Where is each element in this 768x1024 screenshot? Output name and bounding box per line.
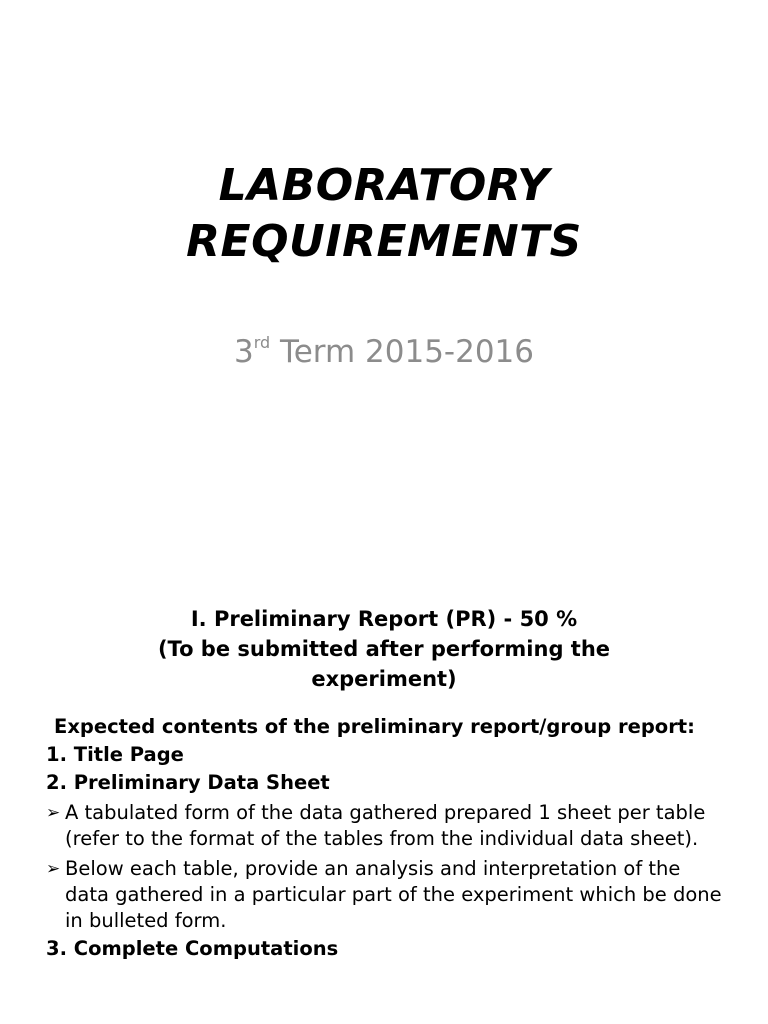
- section-heading: [0, 604, 768, 694]
- contents-intro: Expected contents of the preliminary report/group report:: [54, 715, 695, 738]
- bullet-analysis-text: Below each table, provide an analysis and interpretation of the data gathered in a particular part of the experiment which be done in bulleted form.: [65, 857, 722, 932]
- arrow-bullet-icon: ➢: [46, 803, 61, 823]
- slide-title: [0, 158, 768, 270]
- section-heading-line-1: I. Preliminary Report (PR) - 50 %: [190, 607, 578, 631]
- term-subtitle: [0, 332, 768, 372]
- term-ordinal-suffix: rd: [253, 333, 271, 352]
- title-line-1: LABORATORY: [218, 160, 550, 211]
- term-years: Term 2015-2016: [270, 334, 534, 370]
- section-heading-line-2: (To be submitted after performing the: [157, 637, 611, 661]
- item-complete-computations: 3. Complete Computations: [46, 937, 339, 960]
- section-heading-line-3: experiment): [311, 667, 457, 691]
- item-title-page: 1. Title Page: [46, 743, 184, 766]
- title-line-2: REQUIREMENTS: [186, 216, 582, 267]
- bullet-tabulated-data-text: A tabulated form of the data gathered prepared 1 sheet per table (refer to the format of the tables from the individual data sheet).: [65, 801, 706, 850]
- bullet-tabulated-data: [46, 800, 726, 852]
- bullet-analysis: [46, 856, 726, 934]
- arrow-bullet-icon: ➢: [46, 859, 61, 879]
- report-contents: [46, 714, 726, 962]
- term-number: 3: [233, 334, 254, 370]
- item-preliminary-data-sheet: 2. Preliminary Data Sheet: [46, 771, 330, 794]
